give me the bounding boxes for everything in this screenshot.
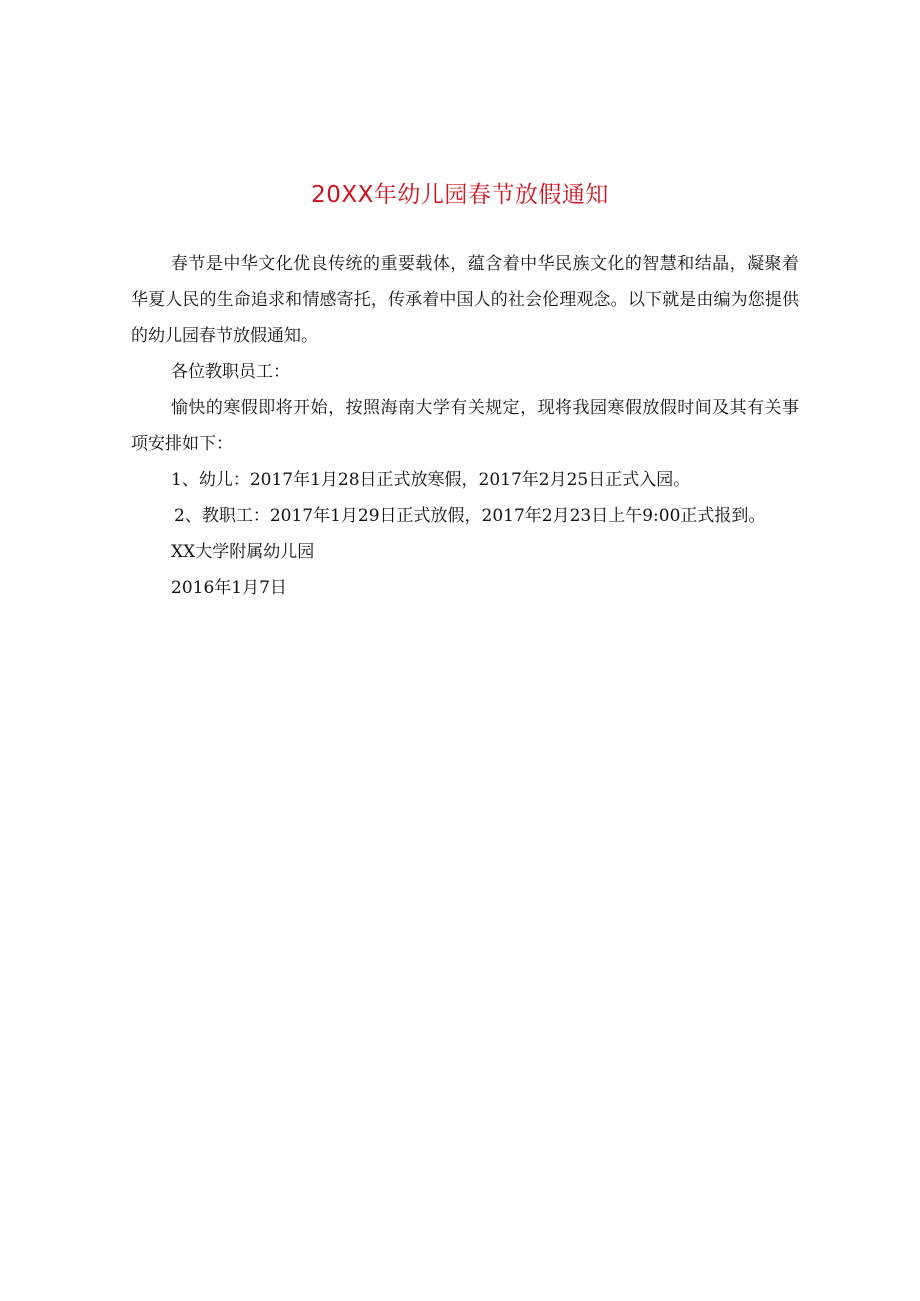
document-body bbox=[131, 246, 799, 606]
intro-paragraph: 春节是中华文化优良传统的重要载体，蕴含着中华民族文化的智慧和结晶，凝聚着华夏人民的生命追求和情感寄托，传承着中国人的社会伦理观念。以下就是由编为您提供的幼儿园春节放假通知。 bbox=[131, 254, 799, 346]
list-item-staff: 2、教职工：2017年1月29日正式放假，2017年2月23日上午9:00正式报到。 bbox=[174, 506, 766, 526]
list-item-children: 1、幼儿：2017年1月28日正式放寒假，2017年2月25日正式入园。 bbox=[171, 470, 691, 490]
salutation: 各位教职员工： bbox=[171, 362, 290, 382]
notice-paragraph: 愉快的寒假即将开始，按照海南大学有关规定，现将我园寒假放假时间及其有关事项安排如下： bbox=[131, 398, 799, 454]
signature: XX大学附属幼儿园 bbox=[171, 542, 315, 562]
signature-date: 2016年1月7日 bbox=[171, 578, 287, 598]
document-title: 20XX年幼儿园春节放假通知 bbox=[311, 182, 609, 208]
